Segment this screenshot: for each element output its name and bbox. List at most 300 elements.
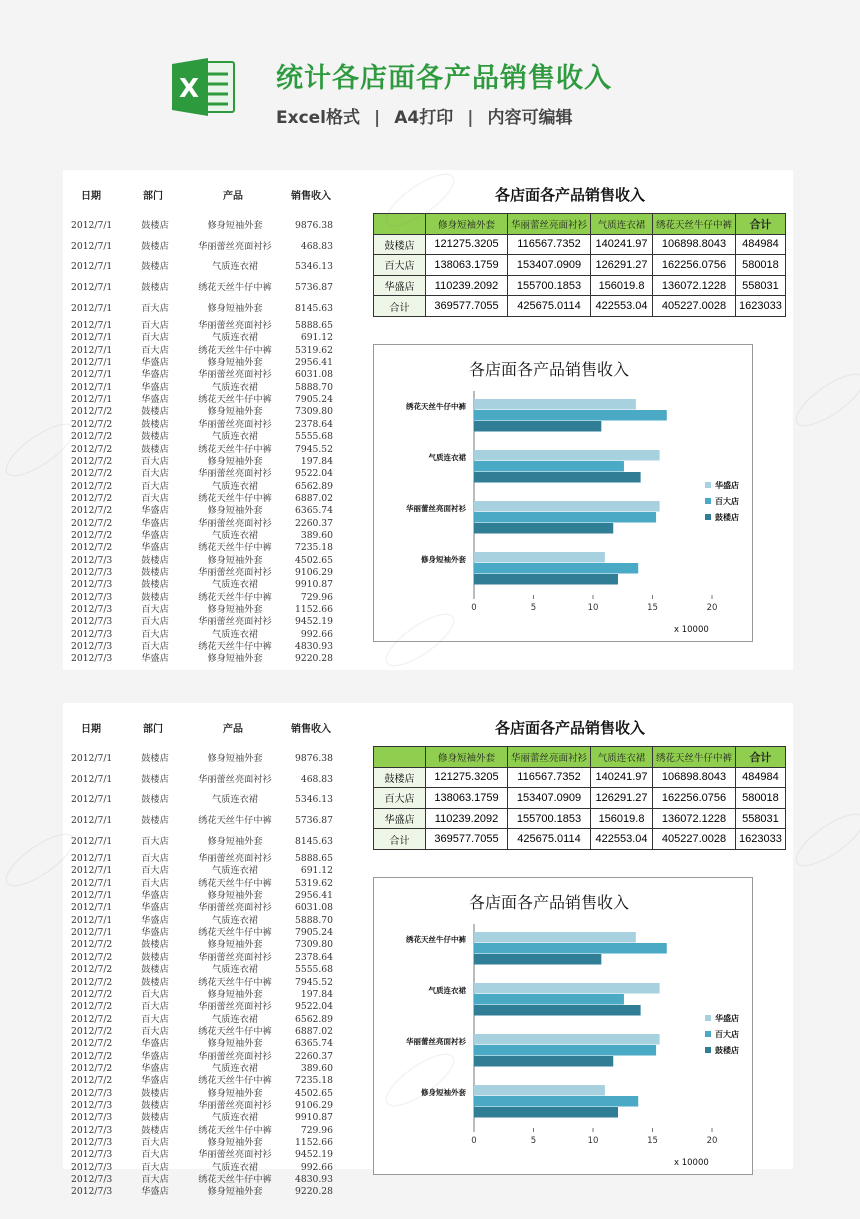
- date-cell: 2012/7/1: [71, 902, 113, 914]
- product-cell: 绣花天丝牛仔中裤: [198, 344, 272, 356]
- product-cell: 华丽蕾丝亮面衬衫: [198, 517, 272, 529]
- list-row: [63, 878, 353, 890]
- sales-cell: 197.84: [300, 455, 333, 467]
- list-row: [63, 853, 353, 865]
- sales-cell: 1152.66: [295, 1137, 333, 1149]
- product-cell: 修身短袖外套: [207, 303, 263, 314]
- store-cell: 鼓楼店: [141, 443, 169, 455]
- store-cell: 百大店: [141, 865, 169, 877]
- product-cell: 气质连衣裙: [212, 1161, 258, 1173]
- store-cell: 鼓楼店: [141, 418, 169, 430]
- store-cell: 百大店: [141, 641, 169, 653]
- list-row: [63, 220, 353, 232]
- store-cell: 百大店: [141, 853, 169, 864]
- pivot-row-label: 华盛店: [374, 808, 426, 829]
- product-cell: 华丽蕾丝亮面衬衫: [198, 320, 272, 331]
- date-cell: 2012/7/2: [71, 431, 113, 443]
- pivot-row: [374, 296, 786, 317]
- list-row: [63, 1063, 353, 1075]
- store-cell: 百大店: [141, 468, 169, 480]
- store-cell: 百大店: [141, 1161, 169, 1173]
- product-cell: 修身短袖外套: [207, 1087, 263, 1099]
- list-row: [63, 1162, 353, 1174]
- store-cell: 百大店: [141, 836, 169, 847]
- pivot-row: [374, 767, 786, 788]
- bar-2-2: [474, 523, 613, 534]
- store-cell: 百大店: [141, 1174, 169, 1186]
- list-row: [63, 794, 353, 806]
- date-cell: 2012/7/1: [71, 241, 113, 252]
- spreadsheet-preview: [63, 170, 793, 670]
- pivot-value-cell: 422553.04: [591, 296, 653, 317]
- product-cell: 气质连衣裙: [212, 1013, 258, 1025]
- pivot-table: [373, 213, 786, 317]
- date-cell: 2012/7/2: [71, 939, 113, 951]
- date-cell: 2012/7/1: [71, 753, 113, 764]
- bar-1-1: [474, 461, 624, 472]
- list-row: [63, 865, 353, 877]
- list-row: [63, 753, 353, 765]
- pivot-value-cell: 140241.97: [591, 767, 653, 788]
- store-cell: 百大店: [141, 628, 169, 640]
- product-cell: 修身短袖外套: [207, 836, 263, 847]
- list-row: [63, 836, 353, 848]
- pivot-value-cell: 558031: [736, 808, 786, 829]
- store-cell: 百大店: [141, 320, 169, 331]
- store-cell: 百大店: [141, 1137, 169, 1149]
- sales-cell: 2260.37: [295, 517, 333, 529]
- store-cell: 鼓楼店: [141, 1087, 169, 1099]
- product-cell: 气质连衣裙: [212, 628, 258, 640]
- store-cell: 百大店: [141, 344, 169, 356]
- bar-0-2: [474, 501, 660, 512]
- product-cell: 修身短袖外套: [207, 505, 263, 517]
- date-cell: 2012/7/1: [71, 927, 113, 939]
- date-cell: 2012/7/2: [71, 1001, 113, 1013]
- pivot-value-cell: 580018: [736, 255, 786, 276]
- list-row: [63, 382, 353, 394]
- bar-1-0: [474, 943, 667, 954]
- product-cell: 绣花天丝牛仔中裤: [198, 1124, 272, 1136]
- store-cell: 华盛店: [141, 1050, 169, 1062]
- list-row: [63, 481, 353, 493]
- store-cell: 鼓楼店: [141, 220, 169, 231]
- sales-cell: 691.12: [300, 865, 333, 877]
- product-cell: 修身短袖外套: [207, 554, 263, 566]
- list-row: [63, 493, 353, 505]
- product-cell: 气质连衣裙: [212, 332, 258, 344]
- legend-label: 华盛店: [715, 480, 739, 490]
- separator: |: [374, 108, 381, 128]
- pivot-column-header: 华丽蕾丝亮面衬衫: [508, 747, 591, 768]
- legend-swatch: [705, 1031, 711, 1037]
- bar-1-3: [474, 563, 638, 574]
- date-cell: 2012/7/1: [71, 332, 113, 344]
- x-tick-label: 20: [706, 603, 718, 613]
- pivot-column-header: 气质连衣裙: [591, 747, 653, 768]
- product-cell: 修身短袖外套: [207, 1038, 263, 1050]
- legend-swatch: [705, 1047, 711, 1053]
- legend-label: 华盛店: [715, 1013, 739, 1023]
- date-cell: 2012/7/2: [71, 443, 113, 455]
- sales-cell: 389.60: [300, 529, 333, 541]
- list-row: [63, 542, 353, 554]
- product-cell: 华丽蕾丝亮面衬衫: [198, 774, 272, 785]
- sales-cell: 8145.63: [295, 303, 333, 314]
- list-row: [63, 579, 353, 591]
- date-cell: 2012/7/2: [71, 1013, 113, 1025]
- product-cell: 修身短袖外套: [207, 1137, 263, 1149]
- list-row: [63, 332, 353, 344]
- pivot-value-cell: 369577.7055: [426, 296, 508, 317]
- product-cell: 华丽蕾丝亮面衬衫: [198, 853, 272, 864]
- legend-swatch: [705, 1015, 711, 1021]
- sales-cell: 7235.18: [295, 1075, 333, 1087]
- format-label: Excel格式: [276, 108, 361, 128]
- pivot-row-label: 百大店: [374, 788, 426, 809]
- bar-2-1: [474, 472, 641, 483]
- sales-cell: 2378.64: [295, 418, 333, 430]
- date-cell: 2012/7/2: [71, 964, 113, 976]
- product-cell: 绣花天丝牛仔中裤: [198, 542, 272, 554]
- pivot-value-cell: 155700.1853: [508, 275, 591, 296]
- pivot-title: 各店面各产品销售收入: [495, 719, 646, 737]
- list-row: [63, 505, 353, 517]
- list-row: [63, 357, 353, 369]
- x-tick-label: 20: [706, 1136, 718, 1146]
- list-row: [63, 555, 353, 567]
- legend-label: 百大店: [715, 1029, 739, 1039]
- store-cell: 华盛店: [141, 529, 169, 541]
- sales-cell: 7309.80: [295, 406, 333, 418]
- legend-label: 百大店: [715, 496, 739, 506]
- list-row: [63, 774, 353, 786]
- bar-0-1: [474, 983, 660, 994]
- list-row: [63, 241, 353, 253]
- sales-cell: 992.66: [300, 1161, 333, 1173]
- store-cell: 华盛店: [141, 1038, 169, 1050]
- sales-cell: 5888.65: [295, 320, 333, 331]
- sales-cell: 8145.63: [295, 836, 333, 847]
- sales-cell: 992.66: [300, 628, 333, 640]
- x-tick-label: 15: [647, 603, 658, 613]
- sales-cell: 2956.41: [295, 890, 333, 902]
- product-cell: 修身短袖外套: [207, 939, 263, 951]
- store-cell: 鼓楼店: [141, 567, 169, 578]
- product-cell: 绣花天丝牛仔中裤: [198, 591, 272, 603]
- sales-cell: 9522.04: [295, 468, 333, 480]
- list-row: [63, 369, 353, 381]
- bar-2-3: [474, 574, 618, 585]
- list-row: [63, 1174, 353, 1186]
- pivot-row-label: 合计: [374, 829, 426, 850]
- store-cell: 百大店: [141, 480, 169, 492]
- pivot-value-cell: 1623033: [736, 829, 786, 850]
- sales-cell: 5555.68: [295, 431, 333, 443]
- chart-svg: [374, 878, 754, 1176]
- date-cell: 2012/7/2: [71, 529, 113, 541]
- separator: |: [467, 108, 474, 128]
- date-cell: 2012/7/2: [71, 505, 113, 517]
- store-cell: 百大店: [141, 1001, 169, 1013]
- date-cell: 2012/7/3: [71, 653, 113, 665]
- store-cell: 鼓楼店: [141, 406, 169, 418]
- list-row: [63, 1125, 353, 1137]
- date-cell: 2012/7/3: [71, 554, 113, 566]
- list-row: [63, 1038, 353, 1050]
- store-cell: 百大店: [141, 604, 169, 616]
- sales-cell: 7235.18: [295, 542, 333, 554]
- pivot-value-cell: 136072.1228: [653, 808, 736, 829]
- pivot-value-cell: 140241.97: [591, 234, 653, 255]
- pivot-row: [374, 808, 786, 829]
- sales-cell: 5319.62: [295, 344, 333, 356]
- pivot-value-cell: 106898.8043: [653, 234, 736, 255]
- list-row: [63, 345, 353, 357]
- date-cell: 2012/7/1: [71, 394, 113, 406]
- category-label: 绣花天丝牛仔中裤: [406, 935, 466, 944]
- list-row: [63, 282, 353, 294]
- store-cell: 百大店: [141, 616, 169, 628]
- date-cell: 2012/7/1: [71, 836, 113, 847]
- date-cell: 2012/7/3: [71, 1087, 113, 1099]
- pivot-value-cell: 156019.8: [591, 275, 653, 296]
- sales-cell: 6365.74: [295, 1038, 333, 1050]
- date-cell: 2012/7/1: [71, 261, 113, 272]
- pivot-value-cell: 153407.0909: [508, 255, 591, 276]
- list-row: [63, 815, 353, 827]
- store-cell: 华盛店: [141, 394, 169, 406]
- store-cell: 百大店: [141, 1025, 169, 1037]
- list-row: [63, 518, 353, 530]
- product-cell: 绣花天丝牛仔中裤: [198, 976, 272, 988]
- product-cell: 气质连衣裙: [212, 794, 258, 805]
- date-cell: 2012/7/3: [71, 591, 113, 603]
- store-cell: 鼓楼店: [141, 261, 169, 272]
- spreadsheet-preview: [63, 703, 793, 1198]
- pivot-value-cell: 156019.8: [591, 808, 653, 829]
- column-header-date: 日期: [81, 191, 101, 202]
- category-label: 气质连衣裙: [428, 986, 466, 995]
- list-row: [63, 604, 353, 616]
- store-cell: 鼓楼店: [141, 591, 169, 603]
- pivot-row: [374, 829, 786, 850]
- pivot-value-cell: 138063.1759: [426, 788, 508, 809]
- store-cell: 百大店: [141, 988, 169, 1000]
- store-cell: 鼓楼店: [141, 976, 169, 988]
- category-label: 修身短袖外套: [421, 555, 466, 564]
- date-cell: 2012/7/2: [71, 542, 113, 554]
- store-cell: 百大店: [141, 877, 169, 889]
- x-tick-label: 0: [471, 603, 477, 613]
- product-cell: 华丽蕾丝亮面衬衫: [198, 1100, 272, 1111]
- list-row: [63, 1051, 353, 1063]
- product-cell: 绣花天丝牛仔中裤: [198, 815, 272, 826]
- date-cell: 2012/7/3: [71, 1161, 113, 1173]
- pivot-row-label: 合计: [374, 296, 426, 317]
- sales-cell: 9220.28: [295, 653, 333, 665]
- date-cell: 2012/7/2: [71, 1025, 113, 1037]
- product-cell: 绣花天丝牛仔中裤: [198, 877, 272, 889]
- store-cell: 鼓楼店: [141, 939, 169, 951]
- date-cell: 2012/7/2: [71, 1062, 113, 1074]
- legend-swatch: [705, 498, 711, 504]
- date-cell: 2012/7/2: [71, 1050, 113, 1062]
- category-label: 气质连衣裙: [428, 453, 466, 462]
- product-cell: 华丽蕾丝亮面衬衫: [198, 369, 272, 381]
- pivot-row: [374, 234, 786, 255]
- pivot-column-header: 修身短袖外套: [426, 214, 508, 235]
- store-cell: 华盛店: [141, 890, 169, 902]
- svg-text:X: X: [179, 74, 200, 104]
- sales-cell: 2956.41: [295, 357, 333, 369]
- sales-cell: 9106.29: [295, 567, 333, 578]
- pivot-table: [373, 746, 786, 850]
- pivot-value-cell: 121275.3205: [426, 767, 508, 788]
- list-row: [63, 629, 353, 641]
- category-label: 华丽蕾丝亮面衬衫: [406, 504, 466, 513]
- date-cell: 2012/7/2: [71, 492, 113, 504]
- pivot-value-cell: 155700.1853: [508, 808, 591, 829]
- sales-cell: 4830.93: [295, 1174, 333, 1186]
- list-row: [63, 1112, 353, 1124]
- store-cell: 百大店: [141, 492, 169, 504]
- product-cell: 华丽蕾丝亮面衬衫: [198, 951, 272, 963]
- pivot-value-cell: 484984: [736, 767, 786, 788]
- x-unit-label: x 10000: [674, 1158, 709, 1168]
- sales-cell: 7905.24: [295, 927, 333, 939]
- column-header-sales: 销售收入: [291, 191, 331, 202]
- pivot-value-cell: 121275.3205: [426, 234, 508, 255]
- x-tick-label: 5: [530, 603, 537, 613]
- product-cell: 华丽蕾丝亮面衬衫: [198, 1001, 272, 1013]
- product-cell: 修身短袖外套: [207, 357, 263, 369]
- date-cell: 2012/7/1: [71, 914, 113, 926]
- date-cell: 2012/7/2: [71, 517, 113, 529]
- list-row: [63, 989, 353, 1001]
- product-cell: 修身短袖外套: [207, 753, 263, 764]
- date-cell: 2012/7/1: [71, 344, 113, 356]
- date-cell: 2012/7/2: [71, 951, 113, 963]
- product-cell: 华丽蕾丝亮面衬衫: [198, 468, 272, 480]
- pivot-value-cell: 405227.0028: [653, 296, 736, 317]
- date-cell: 2012/7/1: [71, 794, 113, 805]
- product-cell: 绣花天丝牛仔中裤: [198, 282, 272, 293]
- date-cell: 2012/7/1: [71, 815, 113, 826]
- legend-swatch: [705, 482, 711, 488]
- store-cell: 百大店: [141, 303, 169, 314]
- chart-title: 各店面各产品销售收入: [468, 360, 630, 379]
- store-cell: 鼓楼店: [141, 1112, 169, 1124]
- sales-cell: 4502.65: [295, 1087, 333, 1099]
- date-cell: 2012/7/3: [71, 604, 113, 616]
- sales-cell: 5346.13: [295, 794, 333, 805]
- date-cell: 2012/7/3: [71, 1124, 113, 1136]
- date-cell: 2012/7/1: [71, 877, 113, 889]
- list-row: [63, 431, 353, 443]
- date-cell: 2012/7/1: [71, 865, 113, 877]
- list-row: [63, 927, 353, 939]
- bar-1-0: [474, 410, 667, 421]
- date-cell: 2012/7/1: [71, 220, 113, 231]
- sales-cell: 9910.87: [295, 1112, 333, 1124]
- date-cell: 2012/7/1: [71, 320, 113, 331]
- pivot-row: [374, 275, 786, 296]
- bar-0-2: [474, 1034, 660, 1045]
- x-tick-label: 5: [530, 1136, 537, 1146]
- x-tick-label: 0: [471, 1136, 477, 1146]
- store-cell: 华盛店: [141, 1062, 169, 1074]
- sales-cell: 1152.66: [295, 604, 333, 616]
- sales-cell: 9220.28: [295, 1186, 333, 1198]
- column-header-product: 产品: [223, 724, 243, 735]
- pivot-value-cell: 1623033: [736, 296, 786, 317]
- product-cell: 修身短袖外套: [207, 1186, 263, 1198]
- store-cell: 华盛店: [141, 381, 169, 393]
- sales-cell: 5888.70: [295, 381, 333, 393]
- date-cell: 2012/7/2: [71, 1075, 113, 1087]
- store-cell: 百大店: [141, 1013, 169, 1025]
- product-cell: 华丽蕾丝亮面衬衫: [198, 902, 272, 914]
- bar-1-2: [474, 512, 656, 523]
- list-row: [63, 616, 353, 628]
- sales-cell: 5888.70: [295, 914, 333, 926]
- product-cell: 修身短袖外套: [207, 220, 263, 231]
- product-cell: 气质连衣裙: [212, 381, 258, 393]
- pivot-value-cell: 580018: [736, 788, 786, 809]
- legend-label: 鼓楼店: [715, 512, 739, 522]
- date-cell: 2012/7/3: [71, 1186, 113, 1198]
- pivot-value-cell: 162256.0756: [653, 255, 736, 276]
- store-cell: 华盛店: [141, 517, 169, 529]
- store-cell: 鼓楼店: [141, 1100, 169, 1111]
- list-row: [63, 444, 353, 456]
- product-cell: 绣花天丝牛仔中裤: [198, 1025, 272, 1037]
- list-row: [63, 303, 353, 315]
- product-cell: 华丽蕾丝亮面衬衫: [198, 616, 272, 628]
- store-cell: 华盛店: [141, 914, 169, 926]
- sales-cell: 6365.74: [295, 505, 333, 517]
- pivot-value-cell: 405227.0028: [653, 829, 736, 850]
- pivot-value-cell: 425675.0114: [508, 296, 591, 317]
- sales-cell: 9452.19: [295, 1149, 333, 1161]
- legend-swatch: [705, 514, 711, 520]
- list-row: [63, 890, 353, 902]
- product-cell: 绣花天丝牛仔中裤: [198, 927, 272, 939]
- sales-cell: 4830.93: [295, 641, 333, 653]
- date-cell: 2012/7/2: [71, 455, 113, 467]
- list-row: [63, 261, 353, 273]
- bar-1-2: [474, 1045, 656, 1056]
- sales-cell: 6562.89: [295, 480, 333, 492]
- list-row: [63, 653, 353, 665]
- store-cell: 华盛店: [141, 542, 169, 554]
- pivot-row-label: 华盛店: [374, 275, 426, 296]
- date-cell: 2012/7/2: [71, 468, 113, 480]
- list-row: [63, 1088, 353, 1100]
- bar-0-0: [474, 399, 636, 410]
- store-cell: 鼓楼店: [141, 554, 169, 566]
- date-cell: 2012/7/1: [71, 357, 113, 369]
- list-row: [63, 964, 353, 976]
- store-cell: 华盛店: [141, 902, 169, 914]
- pivot-column-header: 绣花天丝牛仔中裤: [653, 747, 736, 768]
- sales-cell: 7309.80: [295, 939, 333, 951]
- product-cell: 气质连衣裙: [212, 964, 258, 976]
- pivot-value-cell: 110239.2092: [426, 275, 508, 296]
- store-cell: 鼓楼店: [141, 753, 169, 764]
- column-header-product: 产品: [223, 191, 243, 202]
